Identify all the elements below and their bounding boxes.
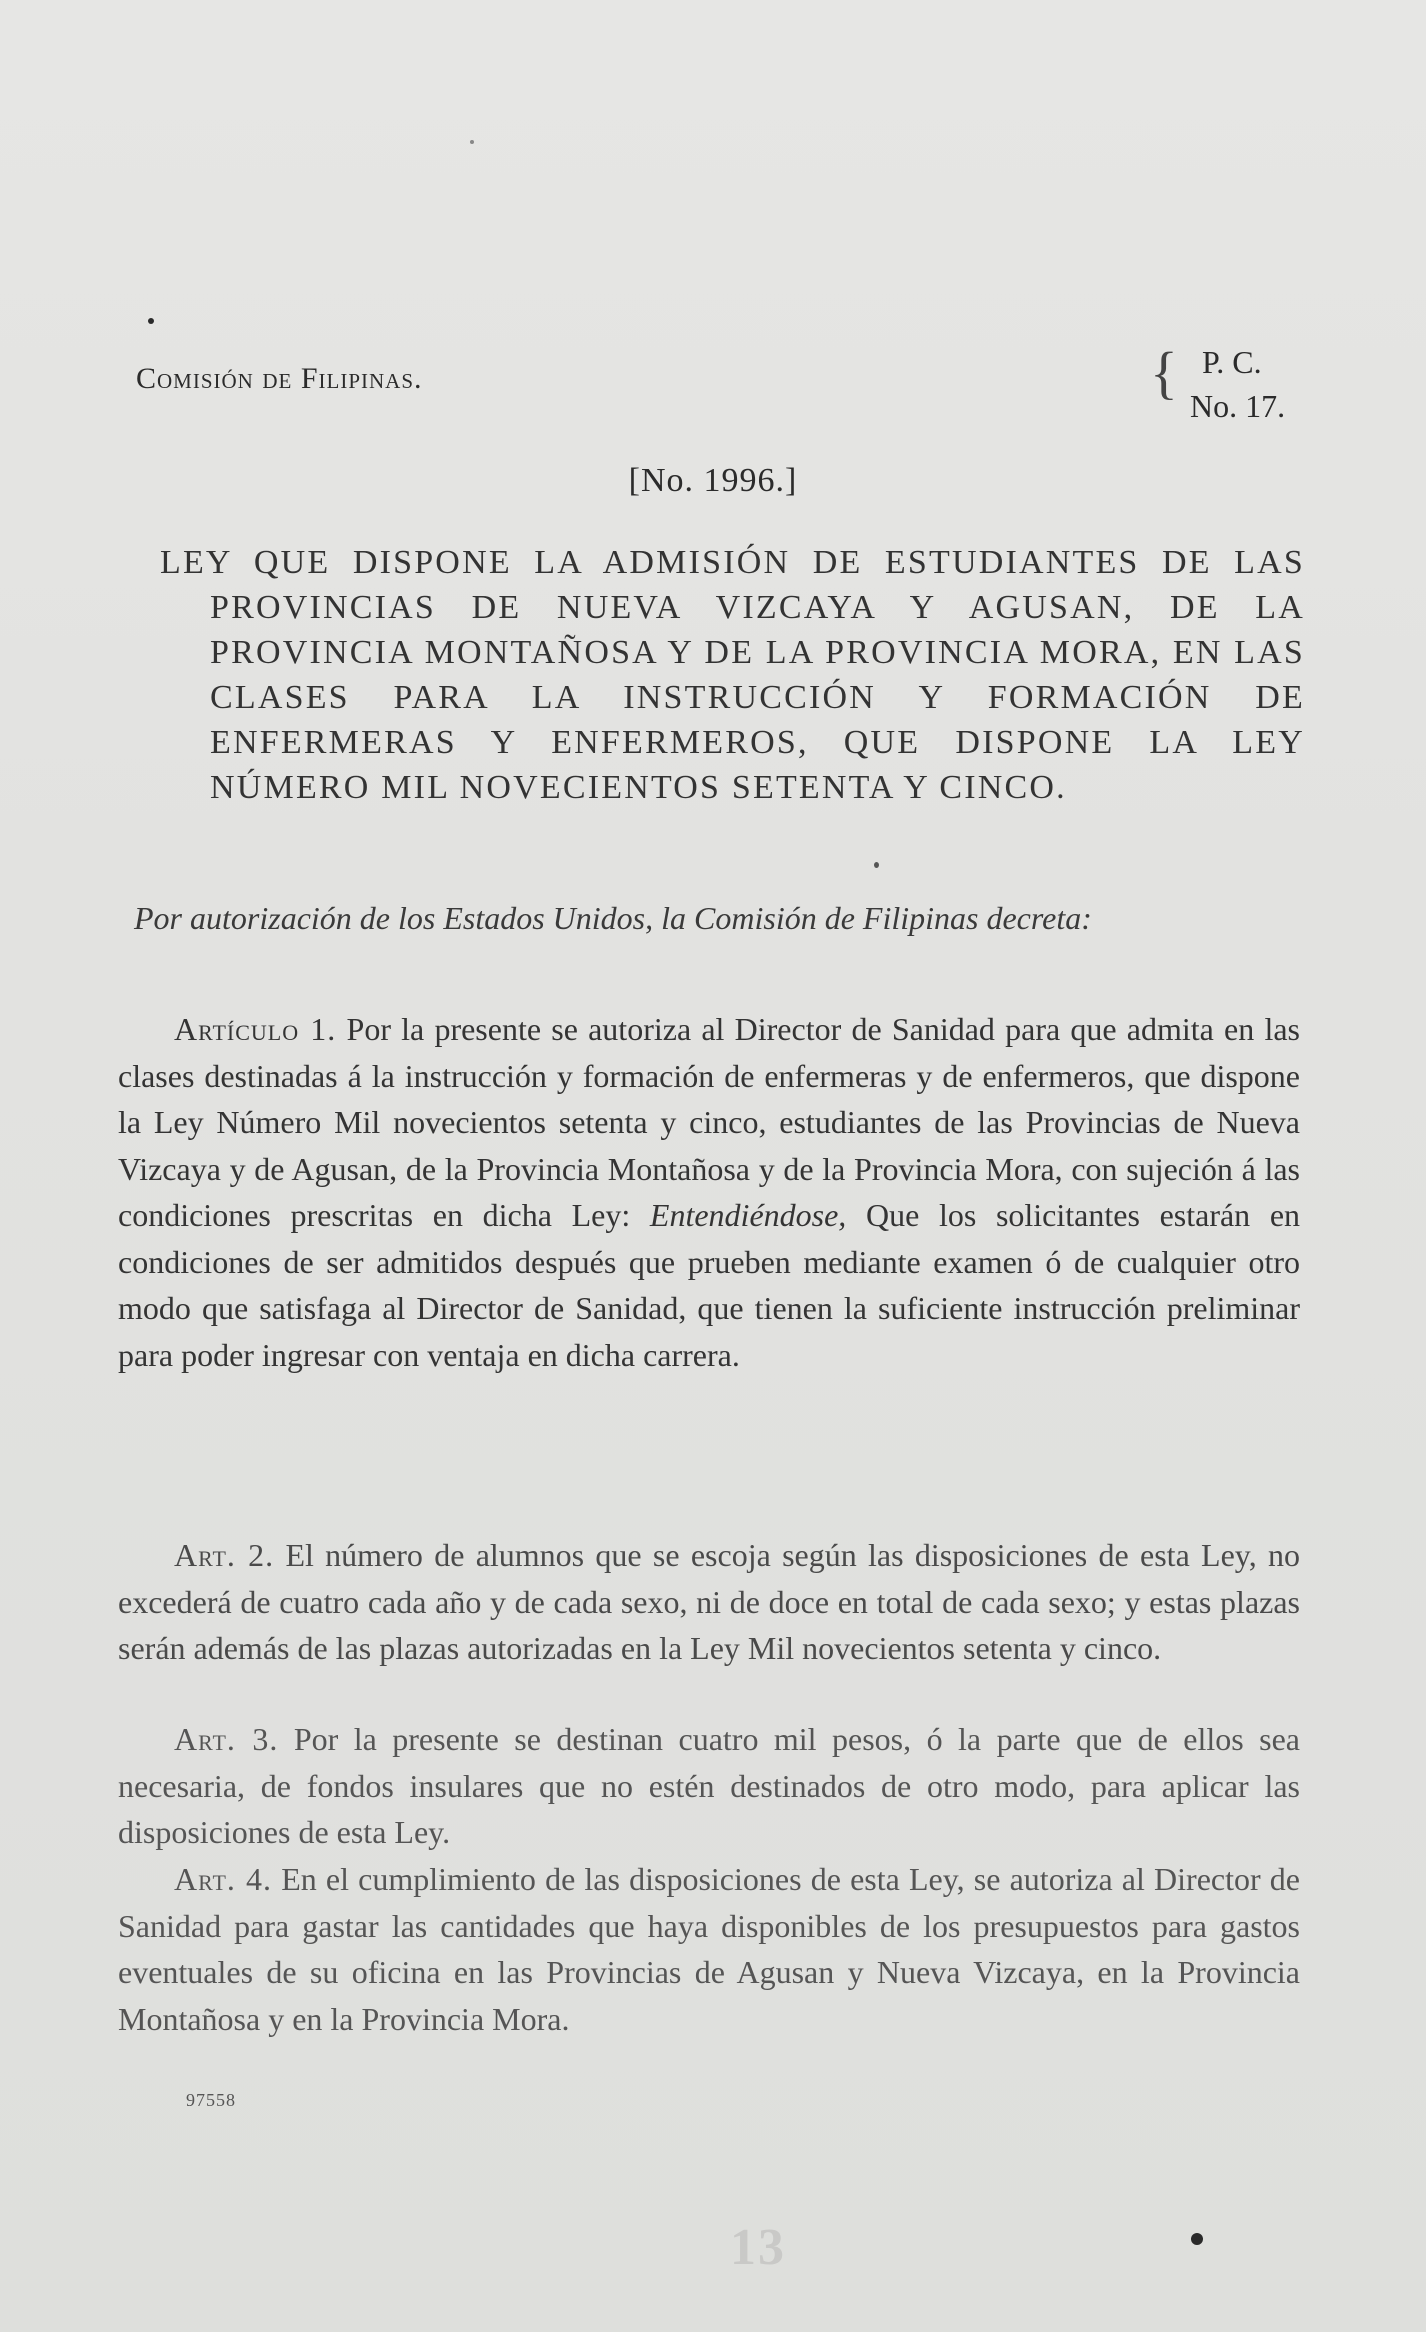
ink-speck [1191,2233,1203,2245]
act-title-text: LEY QUE DISPONE LA ADMISIÓN DE ESTUDIANTES DE LAS PROVINCIAS DE NUEVA VIZCAYA Y AGUSAN, DE LA PROVINCIA MONTAÑOSA Y DE LA PROVINCIA MORA, EN LAS CLASES PARA LA INSTRUCCIÓN Y FORMACIÓN DE ENFERMERAS Y ENFERMEROS, QUE DISPONE LA LEY NÚMERO MIL NOVECIENTOS SETENTA Y CINCO. [160,544,1305,806]
ink-speck [470,140,474,144]
ink-speck [874,862,879,868]
article-4-label: Art. 4. [174,1861,273,1897]
article-4-text: En el cumplimiento de las disposiciones de esta Ley, se autoriza al Director de Sanidad para gastar las cantidades que haya disponibles de los presupuestos para gastos eventuales de su oficina en las Provincias de Agusan y Nueva Vizcaya, en la Provincia Montañosa y en la Provincia Mora. [118,1861,1301,2037]
article-1 [118,1006,1300,1378]
article-3 [118,1716,1300,1856]
article-1-label: Artículo 1. [174,1011,337,1047]
act-number: [No. 1996.] [628,462,798,499]
article-2 [118,1532,1300,1672]
ink-speck [148,318,154,324]
article-1-proviso: Que los solicitantes estarán en condiciones de ser admitidos después que prueben mediante examen ó de cualquier otro modo que satisfaga al Director de Sanidad, que tienen la suficiente instrucción preliminar para poder ingresar con ventaja en dicha carrera. [118,1197,1301,1373]
enacting-clause: Por autorización de los Estados Unidos, la Comisión de Filipinas decreta: [134,900,1092,936]
article-2-text: El número de alumnos que se escoja según las disposiciones de esta Ley, no excederá de cuatro cada año y de cada sexo, ni de doce en total de cada sexo; y estas plazas serán además de las plazas autorizadas en la Ley Mil novecientos setenta y cinco. [118,1537,1301,1666]
pc-number: No. 17. [1190,388,1286,424]
print-code: 97558 [186,2090,236,2110]
document-header [136,340,1316,450]
act-title [160,540,1305,810]
page-folio: 13 [730,2219,786,2276]
pc-label: P. C. [1202,344,1262,380]
article-1-text: Por la presente se autoriza al Director de Sanidad para que admita en las clases destinadas á la instrucción y formación de enfermeras y de enfermeros, que dispone la Ley Número Mil novecientos setenta y cinco, estudiantes de las Provincias de Nueva Vizcaya y de Agusan, de la Provincia Montañosa y de la Provincia Mora, con sujeción á las condiciones prescritas en dicha Ley: [118,1011,1301,1233]
brace-glyph: { [1150,340,1178,405]
commission-name: Comisión de Filipinas. [136,362,423,395]
document-reference [1150,340,1300,440]
article-3-label: Art. 3. [174,1721,279,1757]
article-1-italic: Entendiéndose, [649,1197,847,1233]
article-2-label: Art. 2. [174,1537,275,1573]
article-3-text: Por la presente se destinan cuatro mil pesos, ó la parte que de ellos sea necesaria, de fondos insulares que no estén destinados de otro modo, para aplicar las disposiciones de esta Ley. [118,1721,1301,1850]
article-4 [118,1856,1300,2042]
